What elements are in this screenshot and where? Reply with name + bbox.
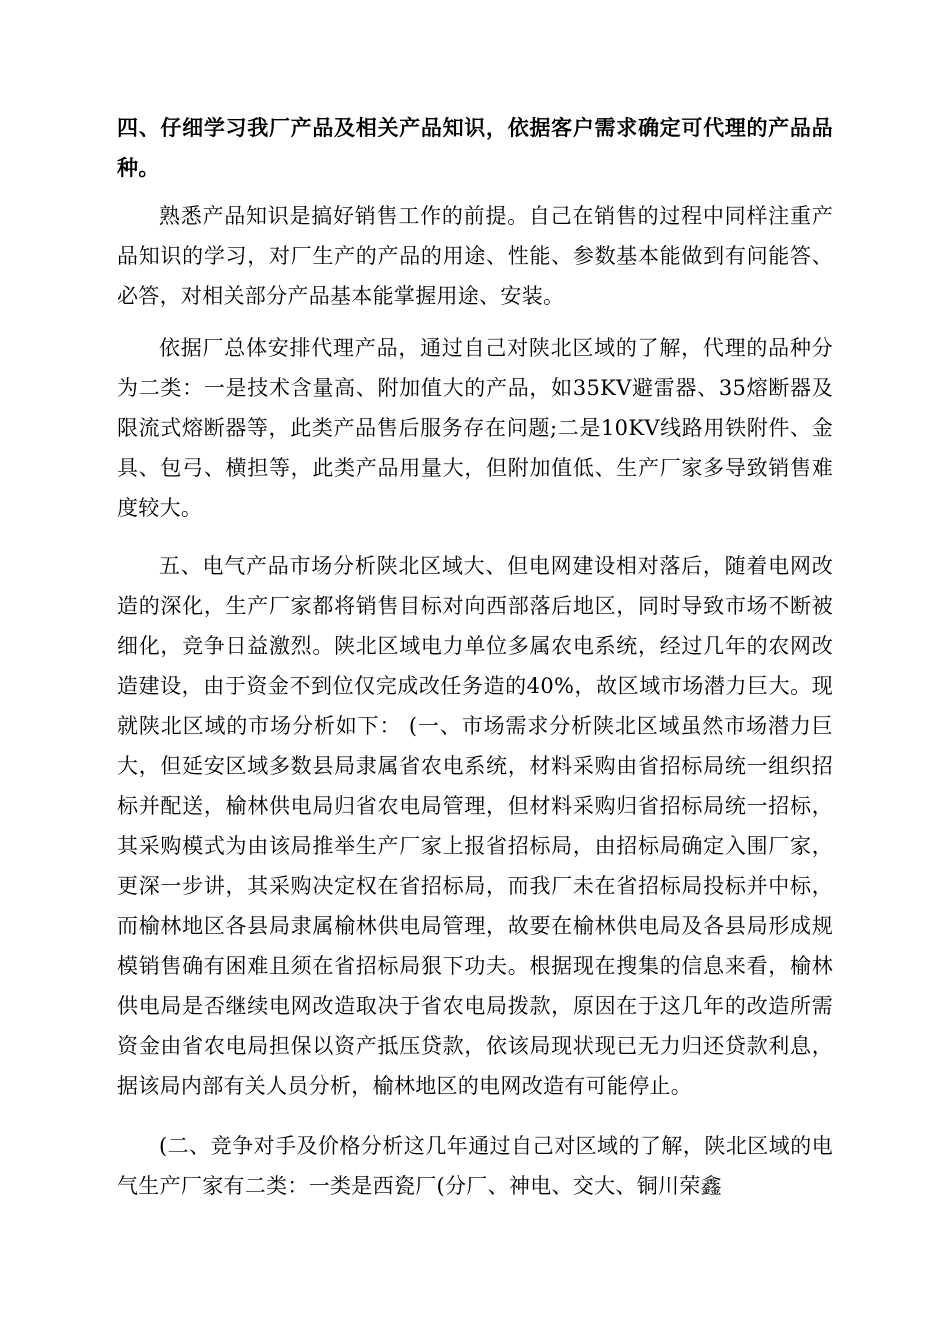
section-heading: 四、仔细学习我厂产品及相关产品知识，依据客户需求确定可代理的产品品种。 [117,116,833,180]
paragraph-product-knowledge: 熟悉产品知识是搞好销售工作的前提。自己在销售的过程中同样注重产品知识的学习，对厂生产的产品的用途、性能、参数基本能做到有问能答、必答，对相关部分产品基本能掌握用途、安装。 [117,204,833,308]
paragraph-agency-products: 依据厂总体安排代理产品，通过自己对陕北区域的了解，代理的品种分为二类：一是技术含量高、附加值大的产品，如35KV避雷器、35熔断器及限流式熔断器等，此类产品售后服务存在问题;二是10KV线路用铁附件、金具、包弓、横担等，此类产品用量大，但附加值低、生产厂家多导致销售难度较大。 [117,336,833,520]
document-page [117,108,833,1206]
paragraph-market-analysis: 五、电气产品市场分析陕北区域大、但电网建设相对落后，随着电网改造的深化，生产厂家都将销售目标对向西部落后地区，同时导致市场不断被细化，竞争日益激烈。陕北区域电力单位多属农电系统，经过几年的农网改造建设，由于资金不到位仅完成改任务造的40%，故区域市场潜力巨大。现就陕北区域的市场分析如下： (一、市场需求分析陕北区域虽然市场潜力巨大，但延安区域多数县局隶属省农电系统，材料采购由省招标局统一组织招标并配送，榆林供电局归省农电局管理，但材料采购归省招标局统一招标，其采购模式为由该局推举生产厂家上报省招标局，由招标局确定入围厂家，更深一步讲，其采购决定权在省招标局，而我厂未在省招标局投标并中标，而榆林地区各县局隶属榆林供电局管理，故要在榆林供电局及各县局形成规模销售确有困难且须在省招标局狠下功夫。根据现在搜集的信息来看，榆林供电局是否继续电网改造取决于省农电局拨款，原因在于这几年的改造所需资金由省农电局担保以资产抵压贷款，依该局现状现已无力归还贷款利息，据该局内部有关人员分析，榆林地区的电网改造有可能停止。 [117,554,833,1098]
paragraph-competitor-analysis: (二、竞争对手及价格分析这几年通过自己对区域的了解，陕北区域的电气生产厂家有二类：一类是西瓷厂(分厂、神电、交大、铜川荣鑫 [117,1134,833,1198]
